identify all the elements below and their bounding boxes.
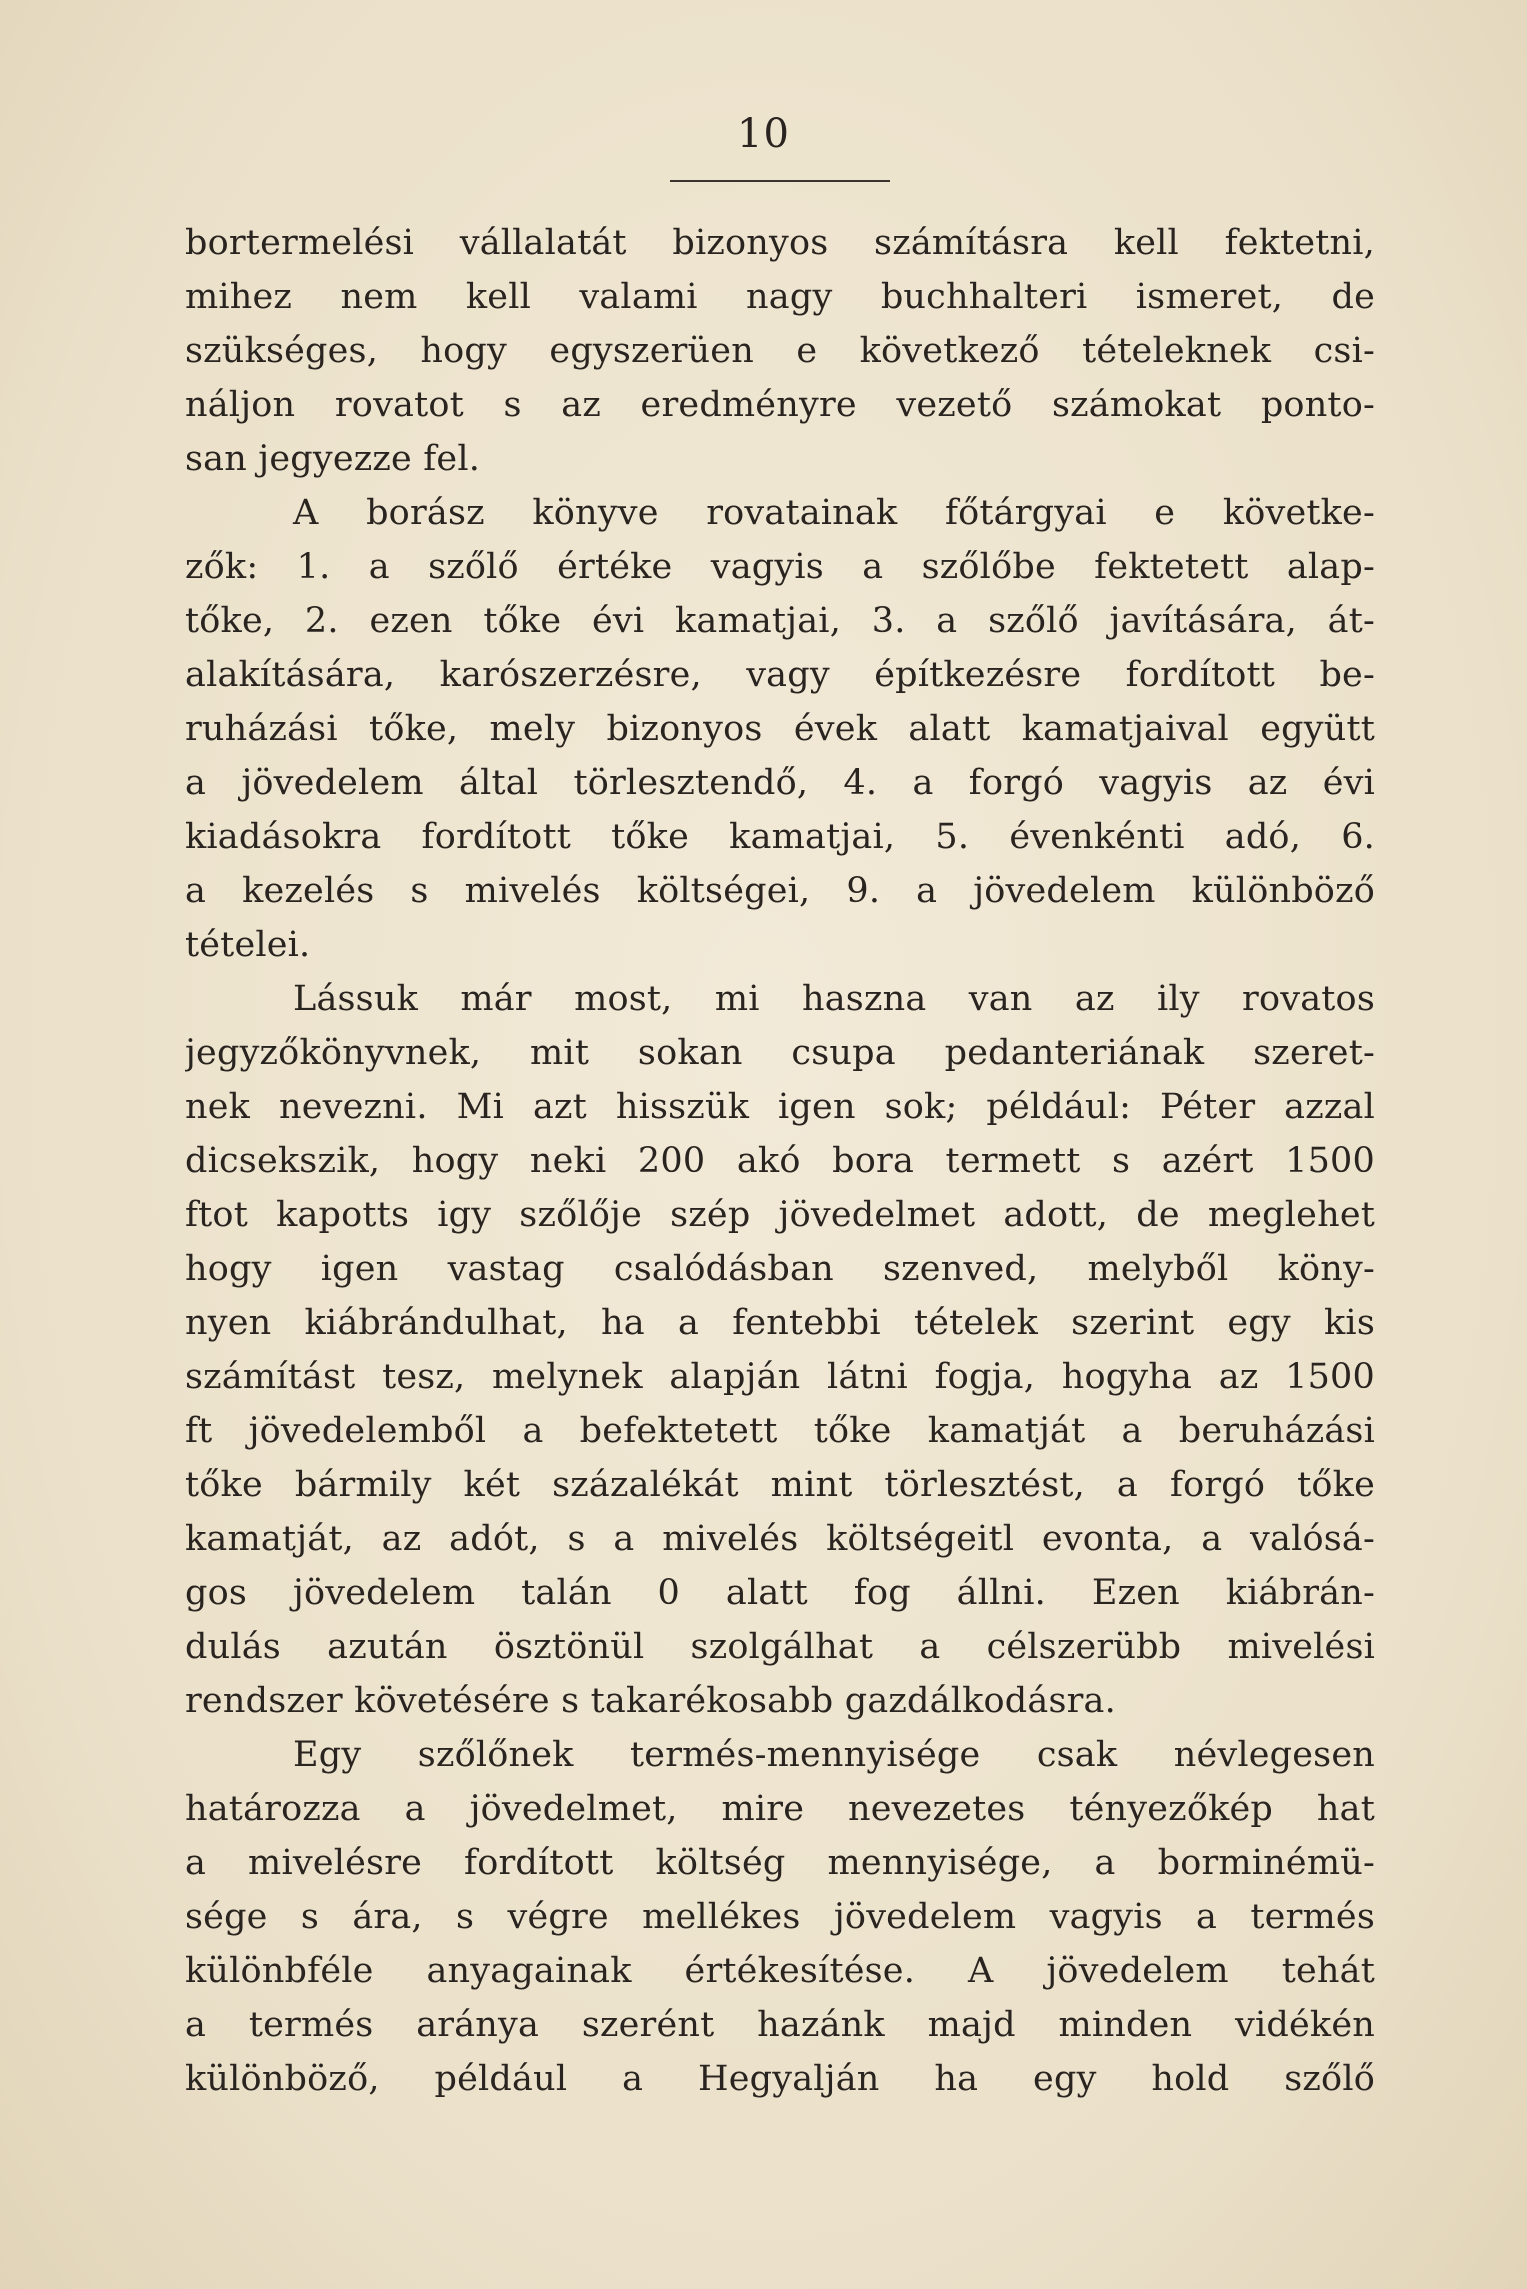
text-line: tőke, 2. ezen tőke évi kamatjai, 3. a szőlő javítására, át-: [185, 601, 1375, 641]
text-line: nek nevezni. Mi azt hisszük igen sok; például: Péter azzal: [185, 1087, 1375, 1127]
text-line: alakítására, karószerzésre, vagy építkezésre fordított be-: [185, 655, 1375, 695]
text-line: bortermelési vállalatát bizonyos számításra kell fektetni,: [185, 223, 1375, 263]
text-line: hogy igen vastag csalódásban szenved, melyből köny-: [185, 1249, 1375, 1289]
text-line: náljon rovatot s az eredményre vezető számokat ponto-: [185, 385, 1375, 425]
text-line: különböző, például a Hegyalján ha egy hold szőlő: [185, 2059, 1375, 2099]
text-line: kamatját, az adót, s a mivelés költségeitl evonta, a valósá-: [185, 1519, 1375, 1559]
text-line: különbféle anyagainak értékesítése. A jövedelem tehát: [185, 1951, 1375, 1991]
text-line: kiadásokra fordított tőke kamatjai, 5. évenkénti adó, 6.: [185, 817, 1375, 857]
text-line: tőke bármily két százalékát mint törlesztést, a forgó tőke: [185, 1465, 1375, 1505]
text-line: mihez nem kell valami nagy buchhalteri ismeret, de: [185, 277, 1375, 317]
text-line: dulás azután ösztönül szolgálhat a célszerübb mivelési: [185, 1627, 1375, 1667]
text-line: a termés aránya szerént hazánk majd minden vidékén: [185, 2005, 1375, 2045]
text-line: Egy szőlőnek termés-mennyisége csak névlegesen: [293, 1735, 1375, 1775]
text-line: a mivelésre fordított költség mennyisége, a borminémü-: [185, 1843, 1375, 1883]
text-line: Lássuk már most, mi haszna van az ily rovatos: [293, 979, 1375, 1019]
text-line: a kezelés s mivelés költségei, 9. a jövedelem különböző: [185, 871, 1375, 911]
text-line: san jegyezze fel.: [185, 439, 481, 479]
text-line: dicsekszik, hogy neki 200 akó bora termett s azért 1500: [185, 1141, 1375, 1181]
header-rule: [670, 180, 890, 182]
text-line: zők: 1. a szőlő értéke vagyis a szőlőbe fektetett alap-: [185, 547, 1375, 587]
text-line: a jövedelem által törlesztendő, 4. a forgó vagyis az évi: [185, 763, 1375, 803]
text-line: számítást tesz, melynek alapján látni fogja, hogyha az 1500: [185, 1357, 1375, 1397]
text-line: gos jövedelem talán 0 alatt fog állni. Ezen kiábrán-: [185, 1573, 1375, 1613]
text-line: rendszer követésére s takarékosabb gazdálkodásra.: [185, 1681, 1116, 1721]
text-line: ft jövedelemből a befektetett tőke kamatját a beruházási: [185, 1411, 1375, 1451]
text-line: jegyzőkönyvnek, mit sokan csupa pedanteriának szeret-: [185, 1033, 1375, 1073]
text-line: sége s ára, s végre mellékes jövedelem vagyis a termés: [185, 1897, 1375, 1937]
text-line: nyen kiábrándulhat, ha a fentebbi tételek szerint egy kis: [185, 1303, 1375, 1343]
body-text: [185, 216, 1375, 2106]
text-line: A borász könyve rovatainak főtárgyai e követke-: [293, 493, 1375, 533]
page-number: 10: [737, 111, 790, 157]
text-line: ruházási tőke, mely bizonyos évek alatt kamatjaival együtt: [185, 709, 1375, 749]
text-line: ftot kapotts igy szőlője szép jövedelmet adott, de meglehet: [185, 1195, 1375, 1235]
text-line: szükséges, hogy egyszerüen e következő tételeknek csi-: [185, 331, 1375, 371]
text-line: tételei.: [185, 925, 311, 965]
text-line: határozza a jövedelmet, mire nevezetes tényezőkép hat: [185, 1789, 1375, 1829]
